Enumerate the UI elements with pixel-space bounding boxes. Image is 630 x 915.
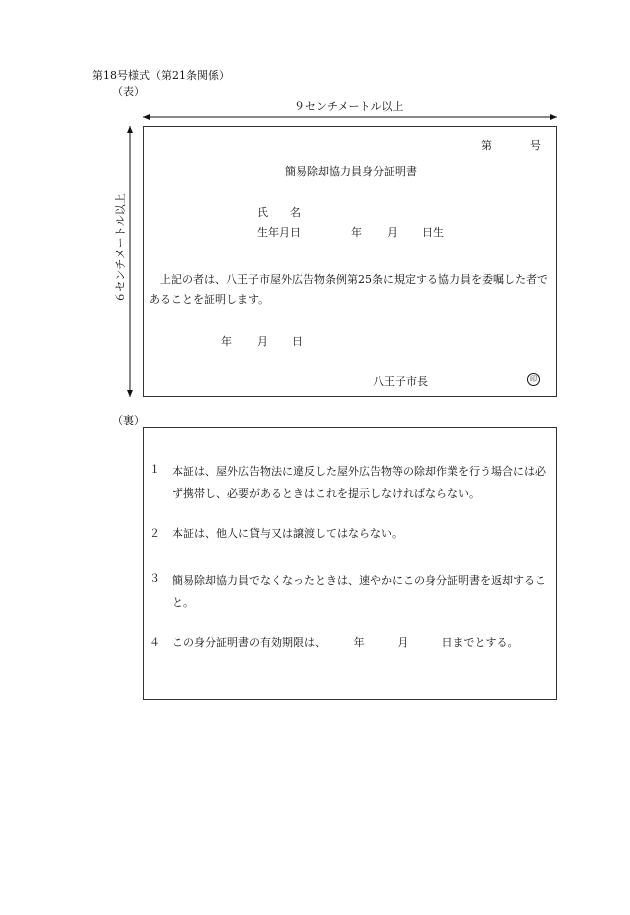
number-dai: 第 [481, 139, 492, 152]
width-label: ９センチメートル以上 [290, 98, 408, 114]
back-item-num: ３ [149, 572, 160, 585]
back-label: （裏） [112, 414, 145, 427]
back-item-text: 本証は、屋外広告物法に違反した屋外広告物等の除却作業を行う場合には必ず携帯し、必要があるときはこれを提示しなければならない。 [172, 465, 546, 500]
number-go: 号 [530, 139, 541, 152]
card-title: 簡易除却協力員身分証明書 [285, 165, 417, 178]
back-item-text: この身分証明書の有効期限は、 年 月 日までとする。 [172, 636, 519, 649]
back-item-text: 本証は、他人に貸与又は譲渡してはならない。 [172, 527, 403, 540]
front-label: （表） [112, 85, 145, 98]
birth-month: 月 [387, 226, 398, 239]
birth-day: 日生 [422, 226, 444, 239]
birth-label: 生年月日 [257, 226, 301, 239]
height-label: ６センチメートル以上 [112, 189, 128, 307]
back-item-text: 簡易除却協力員でなくなったときは、速やかにこの身分証明書を返却すること。 [172, 574, 546, 609]
issue-year: 年 [221, 335, 232, 348]
seal-mark [527, 373, 540, 386]
name-label: 氏 名 [257, 206, 301, 219]
form-number: 第18号様式（第21条関係） [92, 69, 230, 82]
back-item-num: ４ [149, 636, 160, 649]
birth-year: 年 [351, 226, 362, 239]
back-item-num: １ [149, 463, 160, 476]
issuer: 八王子市長 [373, 375, 428, 388]
issue-month: 月 [257, 335, 268, 348]
back-item-num: ２ [149, 527, 160, 540]
statement: 上記の者は、八王子市屋外広告物条例第25条に規定する協力員を委嘱した者であることを証明します。 [149, 273, 548, 306]
seal-text: 印 [530, 375, 537, 383]
issue-day: 日 [292, 335, 303, 348]
